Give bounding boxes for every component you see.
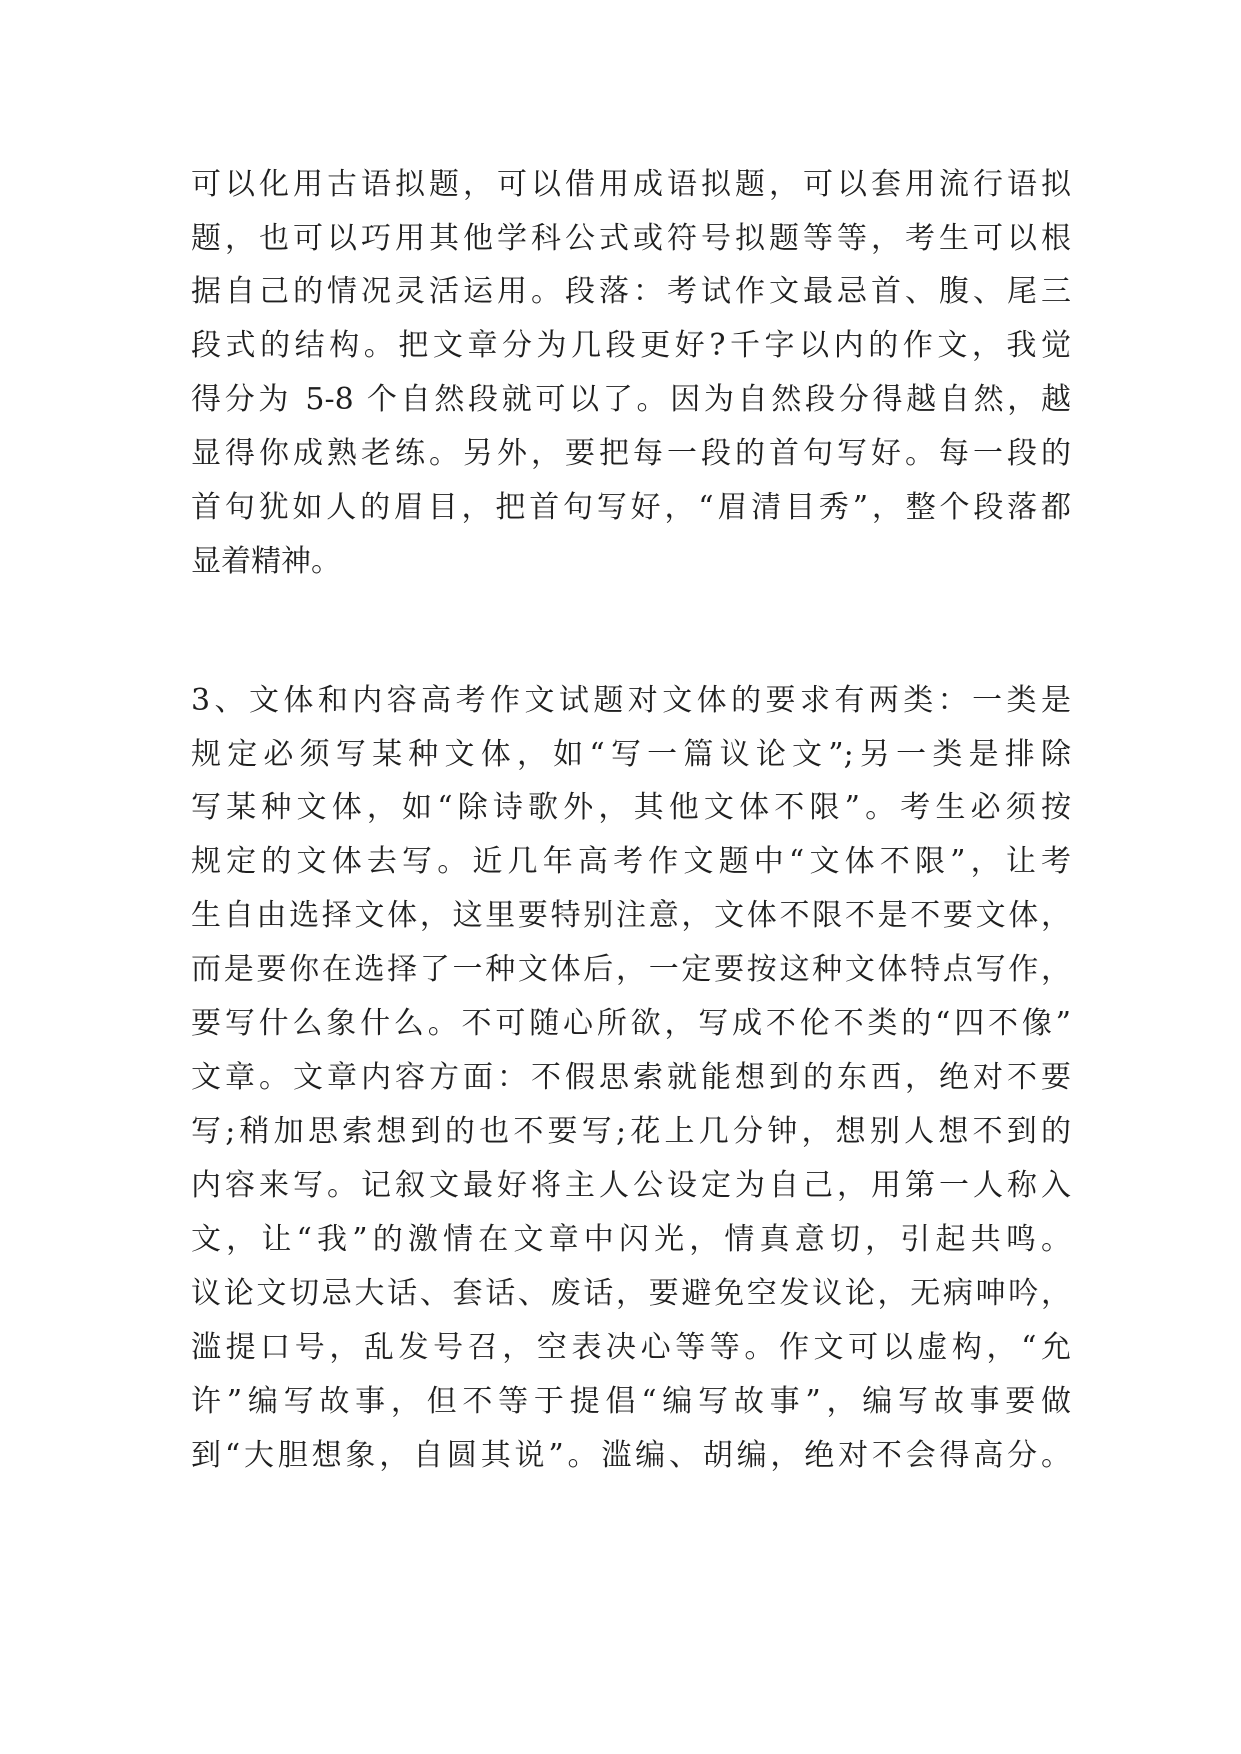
paragraph-2-line-15: 到“大胆想象，自圆其说”。滥编、胡编，绝对不会得高分。	[191, 1438, 1071, 1473]
paragraph-2-line-2: 规定必须写某种文体，如“写一篇议论文”;另一类是排除	[191, 737, 1071, 772]
paragraph-1-line-2: 题，也可以巧用其他学科公式或符号拟题等等，考生可以根	[191, 221, 1071, 256]
paragraph-2-line-9: 写;稍加思索想到的也不要写;花上几分钟，想别人想不到的	[191, 1114, 1071, 1149]
paragraph-2-line-7: 要写什么象什么。不可随心所欲，写成不伦不类的“四不像”	[191, 1006, 1071, 1041]
paragraph-1-line-3: 据自己的情况灵活运用。段落：考试作文最忌首、腹、尾三	[191, 274, 1071, 309]
paragraph-2-line-13: 滥提口号，乱发号召，空表决心等等。作文可以虚构，“允	[191, 1330, 1071, 1365]
paragraph-2-line-3: 写某种文体，如“除诗歌外，其他文体不限”。考生必须按	[191, 790, 1071, 825]
paragraph-2-line-4: 规定的文体去写。近几年高考作文题中“文体不限”，让考	[191, 844, 1071, 879]
paragraph-2-line-5: 生自由选择文体，这里要特别注意，文体不限不是不要文体，	[191, 898, 1071, 933]
paragraph-1-line-7: 首句犹如人的眉目，把首句写好，“眉清目秀”，整个段落都	[191, 490, 1071, 525]
paragraph-2-line-12: 议论文切忌大话、套话、废话，要避免空发议论，无病呻吟，	[191, 1276, 1071, 1311]
paragraph-1-line-1: 可以化用古语拟题，可以借用成语拟题，可以套用流行语拟	[191, 167, 1071, 202]
paragraph-2-line-1: 3、文体和内容高考作文试题对文体的要求有两类：一类是	[191, 683, 1071, 718]
paragraph-1-line-5: 得分为 5-8 个自然段就可以了。因为自然段分得越自然，越	[191, 382, 1071, 417]
paragraph-2-line-11: 文，让“我”的激情在文章中闪光，情真意切，引起共鸣。	[191, 1222, 1071, 1257]
paragraph-1-line-4: 段式的结构。把文章分为几段更好?千字以内的作文，我觉	[191, 328, 1071, 363]
paragraph-2-line-8: 文章。文章内容方面：不假思索就能想到的东西，绝对不要	[191, 1060, 1071, 1095]
paragraph-2-line-10: 内容来写。记叙文最好将主人公设定为自己，用第一人称入	[191, 1168, 1071, 1203]
paragraph-2-line-6: 而是要你在选择了一种文体后，一定要按这种文体特点写作，	[191, 952, 1071, 987]
paragraph-1-line-8: 显着精神。	[191, 544, 341, 579]
paragraph-1-line-6: 显得你成熟老练。另外，要把每一段的首句写好。每一段的	[191, 436, 1071, 471]
paragraph-2-line-14: 许”编写故事，但不等于提倡“编写故事”，编写故事要做	[191, 1384, 1071, 1419]
